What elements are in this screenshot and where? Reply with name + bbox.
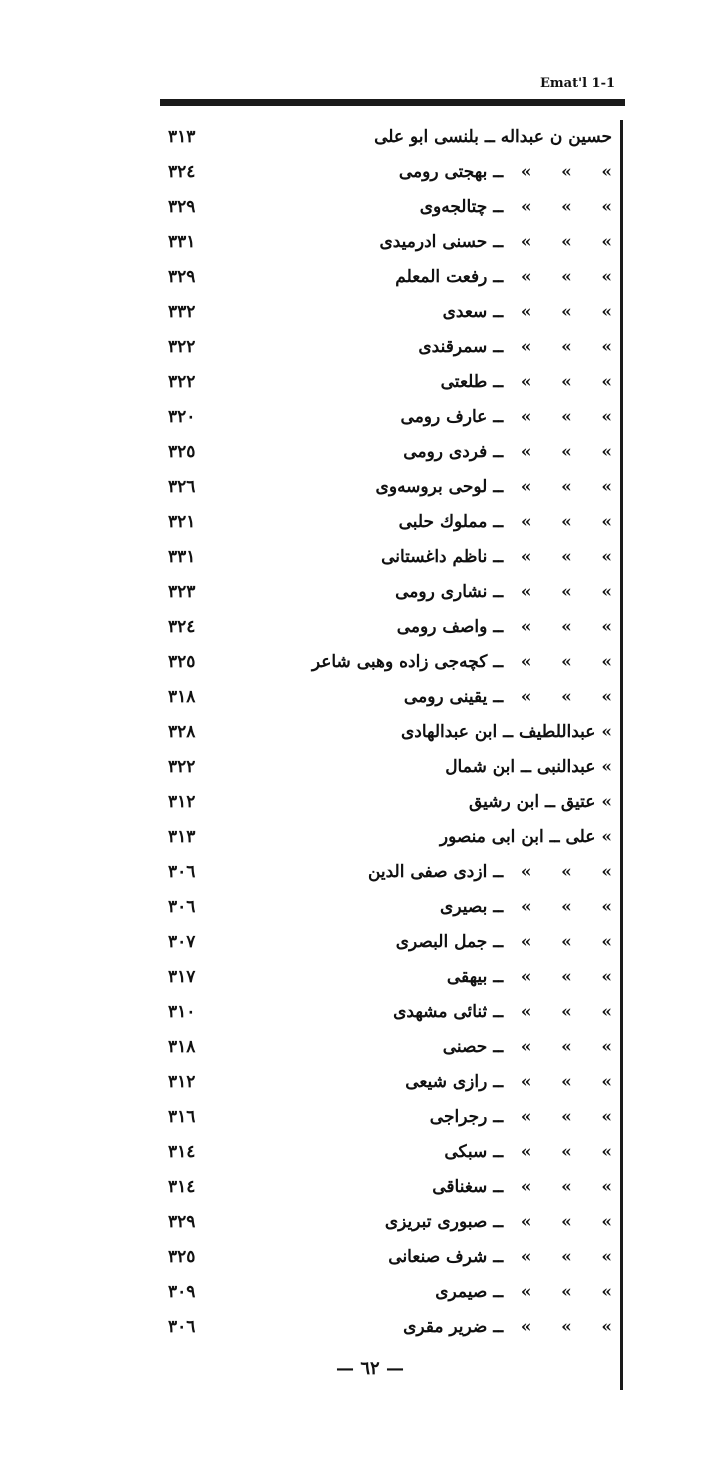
index-row bbox=[160, 505, 612, 540]
entry-name: » » » ــ مملوك حلبی bbox=[398, 512, 612, 532]
entry-page: ٣٢٣ bbox=[168, 582, 196, 602]
entry-page: ٣١٣ bbox=[168, 127, 196, 147]
entry-page: ٣٢٠ bbox=[168, 407, 196, 427]
index-row bbox=[160, 470, 612, 505]
entry-page: ٣١٣ bbox=[168, 827, 196, 847]
index-row bbox=[160, 260, 612, 295]
entry-name: » » » ــ جمل البصری bbox=[395, 932, 612, 952]
entry-name: » » » ــ بصیری bbox=[440, 897, 612, 917]
index-row bbox=[160, 225, 612, 260]
entry-name: » » » ــ سعدی bbox=[442, 302, 612, 322]
index-row bbox=[160, 995, 612, 1030]
entry-name: » » » ــ لوحی بروسه‌وی bbox=[375, 477, 612, 497]
entry-page: ٣١٧ bbox=[168, 967, 196, 987]
index-row bbox=[160, 820, 612, 855]
entry-name: » » » ــ نشاری رومی bbox=[395, 582, 612, 602]
index-row bbox=[160, 435, 612, 470]
index-row bbox=[160, 120, 612, 155]
entry-name: » » » ــ صیمری bbox=[435, 1282, 612, 1302]
entry-name: » » » ــ فردی رومی bbox=[403, 442, 612, 462]
index-row bbox=[160, 1240, 612, 1275]
index-row bbox=[160, 1205, 612, 1240]
entry-page: ٣٢٩ bbox=[168, 197, 196, 217]
entry-name: » » » ــ بهجتی رومی bbox=[398, 162, 612, 182]
entry-page: ٣٢٢ bbox=[168, 372, 196, 392]
top-rule bbox=[160, 99, 625, 106]
index-row bbox=[160, 855, 612, 890]
entry-page: ٣٢٩ bbox=[168, 267, 196, 287]
index-row bbox=[160, 190, 612, 225]
index-row bbox=[160, 925, 612, 960]
footer-page-number: — ٦٢ — bbox=[336, 1358, 404, 1379]
index-row bbox=[160, 610, 612, 645]
entry-page: ٣٢٨ bbox=[168, 722, 196, 742]
entry-page: ٣١٠ bbox=[168, 1002, 196, 1022]
index-row bbox=[160, 400, 612, 435]
entry-name: » علی ــ ابن ابی منصور bbox=[439, 827, 612, 847]
entry-name: » » » ــ سغناقی bbox=[432, 1177, 612, 1197]
entry-page: ٣١٨ bbox=[168, 1037, 196, 1057]
entry-page: ٣٠٦ bbox=[168, 1317, 196, 1337]
index-row bbox=[160, 680, 612, 715]
entry-name: » عتیق ــ ابن رشیق bbox=[469, 792, 612, 812]
entry-page: ٣٢٥ bbox=[168, 442, 196, 462]
entry-name: » » » ــ صبوری تبریزی bbox=[384, 1212, 612, 1232]
entry-page: ٣٢٢ bbox=[168, 337, 196, 357]
index-row bbox=[160, 540, 612, 575]
entry-page: ٣١٨ bbox=[168, 687, 196, 707]
index-row bbox=[160, 1030, 612, 1065]
entry-name: » » » ــ حسنی ادرمیدی bbox=[379, 232, 612, 252]
entry-name: » » » ــ ناظم داغستانی bbox=[381, 547, 612, 567]
index-row bbox=[160, 785, 612, 820]
entry-name: » عبداللطیف ــ ابن عبدالهادی bbox=[400, 722, 612, 742]
index-row bbox=[160, 330, 612, 365]
entry-name: » » » ــ شرف صنعانی bbox=[388, 1247, 612, 1267]
entry-page: ٣٠٧ bbox=[168, 932, 196, 952]
entry-name: » » » ــ بیهقی bbox=[446, 967, 612, 987]
entry-page: ٣١٤ bbox=[168, 1177, 196, 1197]
index-row bbox=[160, 715, 612, 750]
entry-name: » » » ــ حصنی bbox=[442, 1037, 612, 1057]
entry-page: ٣٠٦ bbox=[168, 897, 196, 917]
index-row bbox=[160, 890, 612, 925]
entry-page: ٣٢٩ bbox=[168, 1212, 196, 1232]
entry-name: حسین ن عبداله ــ بلنسی ابو علی bbox=[374, 127, 612, 147]
entry-name: » » » ــ یقینی رومی bbox=[403, 687, 612, 707]
index-row bbox=[160, 155, 612, 190]
index-row bbox=[160, 750, 612, 785]
entry-page: ٣٢٥ bbox=[168, 652, 196, 672]
entry-page: ٣٣١ bbox=[168, 232, 196, 252]
entry-page: ٣٢٤ bbox=[168, 617, 196, 637]
entry-page: ٣١٢ bbox=[168, 1072, 196, 1092]
entry-page: ٣١٦ bbox=[168, 1107, 196, 1127]
entry-page: ٣١٤ bbox=[168, 1142, 196, 1162]
entry-page: ٣٢١ bbox=[168, 512, 196, 532]
entry-name: » » » ــ چتالجه‌وی bbox=[419, 197, 612, 217]
entry-name: » » » ــ رفعت المعلم bbox=[395, 267, 612, 287]
entry-name: » » » ــ طلعتی bbox=[440, 372, 612, 392]
index-row bbox=[160, 960, 612, 995]
entry-page: ٣٢٥ bbox=[168, 1247, 196, 1267]
entry-name: » عبدالنبی ــ ابن شمال bbox=[445, 757, 612, 777]
entry-name: » » » ــ عارف رومی bbox=[400, 407, 612, 427]
index-row bbox=[160, 1310, 612, 1345]
index-row bbox=[160, 1135, 612, 1170]
header-code: Emat'l 1-1 bbox=[540, 76, 616, 91]
entry-page: ٣٣٢ bbox=[168, 302, 196, 322]
entry-page: ٣٢٢ bbox=[168, 757, 196, 777]
entry-page: ٣٠٦ bbox=[168, 862, 196, 882]
index-row bbox=[160, 1275, 612, 1310]
entry-page: ٣٢٤ bbox=[168, 162, 196, 182]
index-row bbox=[160, 1170, 612, 1205]
index-row bbox=[160, 1065, 612, 1100]
entry-name: » » » ــ رجراجی bbox=[429, 1107, 612, 1127]
entry-name: » » » ــ ضریر مقری bbox=[403, 1317, 612, 1337]
entry-page: ٣٣١ bbox=[168, 547, 196, 567]
entry-name: » » » ــ ازدی صفی الدین bbox=[367, 862, 612, 882]
entry-name: » » » ــ ثنائی مشهدی bbox=[393, 1002, 612, 1022]
index-row bbox=[160, 1100, 612, 1135]
index-row bbox=[160, 365, 612, 400]
index-row bbox=[160, 645, 612, 680]
vertical-rule bbox=[620, 120, 623, 1390]
entry-name: » » » ــ رازی شیعی bbox=[405, 1072, 612, 1092]
entry-name: » » » ــ سمرقندی bbox=[418, 337, 612, 357]
entry-page: ٣٠٩ bbox=[168, 1282, 196, 1302]
index-row bbox=[160, 295, 612, 330]
entry-name: » » » ــ سبکی bbox=[444, 1142, 612, 1162]
index-list bbox=[160, 120, 612, 1345]
entry-name: » » » ــ واصف رومی bbox=[396, 617, 612, 637]
entry-name: » » » ــ کچه‌جی زاده وهبی شاعر bbox=[311, 652, 612, 672]
index-row bbox=[160, 575, 612, 610]
entry-page: ٣١٢ bbox=[168, 792, 196, 812]
entry-page: ٣٢٦ bbox=[168, 477, 196, 497]
